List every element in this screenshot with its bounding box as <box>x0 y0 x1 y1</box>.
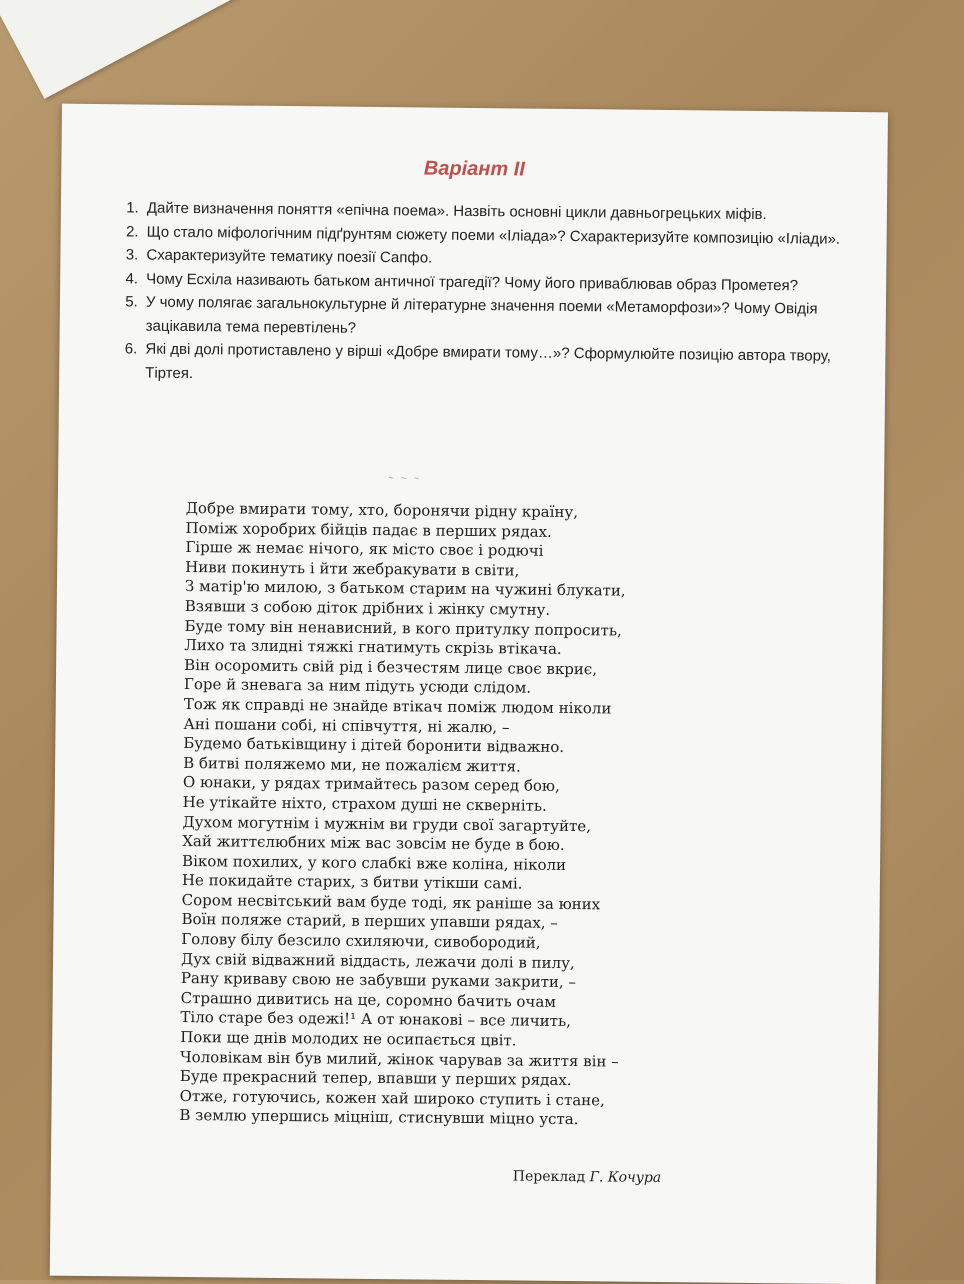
question-list <box>107 196 843 392</box>
poem-line: Не утікайте ніхто, страхом душі не скверніть. <box>182 792 547 815</box>
poem-line: Поміж хоробрих бійців падає в перших рядах. <box>185 518 552 541</box>
poem-line: Будемо батьківщину і дітей боронити відважно. <box>183 734 565 757</box>
question-item: 4. Чому Есхіла називають батьком античної трагедії? Чому його приваблював образ Прометея? <box>142 267 842 298</box>
poem-line: Страшно дивитись на це, соромно бачить очам <box>180 988 557 1011</box>
exam-sheet <box>50 104 888 1284</box>
translator-name: Г. Кочура <box>589 1169 662 1187</box>
poem-line: Хай життєлюбних між вас зовсім не буде в бою. <box>182 832 565 855</box>
poem-line: Духом могутнім і мужнім ви груди свої загартуйте, <box>182 812 592 835</box>
section-divider: ~ ~ ~ <box>388 473 422 485</box>
poem-text <box>179 499 746 1132</box>
poem-line: Тіло старе без одежі!¹ А от юнакові – все личить, <box>180 1008 572 1031</box>
poem-line: Ані пошани собі, ні співчуття, ні жалю, – <box>183 714 510 736</box>
poem-line: Отже, готуючись, кожен хай широко ступить і стане, <box>179 1086 605 1110</box>
poem-line: Чоловікам він був милий, жінок чарував за життя він – <box>179 1047 619 1071</box>
poem-line: Лихо та злидні тяжкі гнатимуть скрізь втікача. <box>184 636 562 659</box>
poem-line: Гірше ж немає нічого, як місто своє і родючі <box>185 538 544 560</box>
poem-line: Тож як справді не знайде втікач поміж людом ніколи <box>183 694 612 718</box>
poem-line: Не покидайте старих, з битви утікши самі. <box>181 871 523 893</box>
poem-line: Воїн поляже старий, в перших упавши рядах, – <box>181 910 558 933</box>
page-title: Варіант ІІ <box>423 157 525 181</box>
question-item: 6. Які дві долі протиставлено у вірші «Добре вмирати тому…»? Сформулюйте позицію автора твору, Тіртея. <box>141 338 841 392</box>
stray-paper-sheet <box>0 0 274 99</box>
poem-line: Рану криваву свою не забувши руками закрити, – <box>180 969 577 992</box>
poem-line: В землю упершись міцніш, стиснувши міцно уста. <box>179 1106 579 1129</box>
poem-line: В битві поляжемо ми, не пожалієм життя. <box>183 753 521 776</box>
translator-prefix: Переклад <box>512 1168 586 1186</box>
poem-line: Голову білу безсило схиляючи, сивобородий, <box>181 930 541 952</box>
poem-line: Добре вмирати тому, хто, боронячи рідну країну, <box>185 498 579 522</box>
translator-credit <box>513 1168 662 1186</box>
poem-line: Сором несвітський вам буде тоді, як раніше за юних <box>181 890 601 914</box>
poem-line: Горе й зневага за ним підуть усюди слідом. <box>183 675 532 697</box>
poem-line: Поки ще днів молодих не осипається цвіт. <box>180 1027 517 1050</box>
poem-line: Ниви покинуть і йти жебракувати в світи, <box>185 557 520 580</box>
question-item: 2. Що стало міфологічним підґрунтям сюжету поеми «Іліада»? Схарактеризуйте композицію «Іліади». <box>143 220 843 251</box>
poem-line: З матір'ю милою, з батьком старим на чужині блукати, <box>184 577 626 600</box>
poem-line: Буде прекрасний тепер, впавши у перших рядах. <box>179 1067 572 1090</box>
question-item: 1. Дайте визначення поняття «епічна поема». Назвіть основні цикли давньогрецьких міфів. <box>143 197 843 228</box>
poem-line: Буде тому він ненависний, в кого притулку попросить, <box>184 616 622 640</box>
poem-line: Він осоромить свій рід і безчестям лице своє вкриє, <box>184 655 598 679</box>
question-item: 3. Схарактеризуйте тематику поезії Сапфо. <box>142 244 842 275</box>
poem-line: О юнаки, у рядах тримайтесь разом серед бою, <box>182 773 560 796</box>
poem-line: Взявши з собою діток дрібних і жінку смутну. <box>184 596 551 619</box>
poem-line: Віком похилих, у кого слабкі вже коліна, ніколи <box>182 851 567 874</box>
poem-line: Дух свій відважний віддасть, лежачи долі в пилу, <box>180 949 575 972</box>
question-item: 5. У чому полягає загальнокультурне й літературне значення поеми «Метаморфози»? Чому Овідія зацікавила тема перевтілень? <box>142 291 842 345</box>
